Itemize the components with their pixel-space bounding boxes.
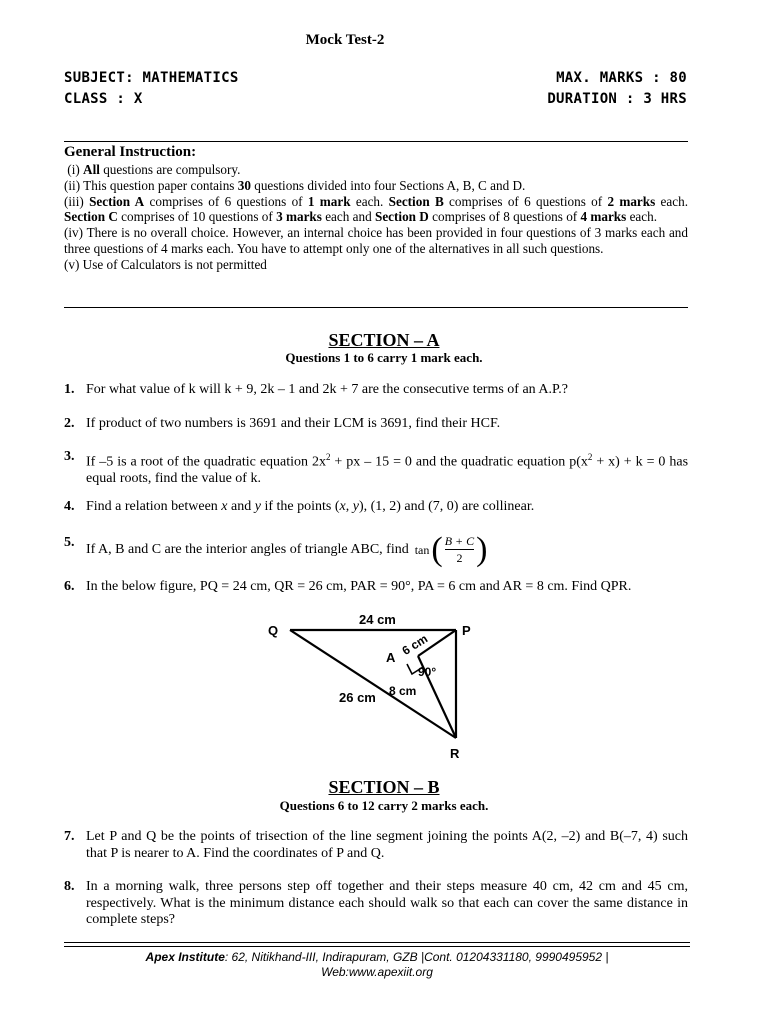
- label-r: R: [450, 746, 460, 761]
- instruction-ii: (ii) This question paper contains 30 questions divided into four Sections A, B, C and D.: [64, 177, 526, 193]
- footer-divider-1: [64, 942, 690, 943]
- label-p: P: [462, 623, 471, 638]
- footer: [64, 950, 690, 980]
- instruction-v: (v) Use of Calculators is not permitted: [64, 256, 267, 272]
- header-row-2: [64, 91, 687, 107]
- section-b-title: SECTION – B: [328, 777, 440, 797]
- question-7: 7. Let P and Q be the points of trisection of the line segment joining the points A(2, –2) and B(–7, 4) such that P is nearer to A. Find the coordinates of P and Q.: [64, 829, 688, 861]
- duration-label: DURATION : 3 HRS: [547, 91, 687, 107]
- divider-instructions: [64, 307, 688, 308]
- label-ar-length: 8 cm: [389, 684, 417, 698]
- instruction-i: (i) All questions are compulsory.: [67, 162, 241, 177]
- instruction-iv: (iv) There is no overall choice. However, an internal choice has been provided in four questions of 3 marks each and three questions of 4 marks each. You have to attempt only one of the alternatives in all such questions.: [64, 225, 688, 256]
- footer-address-line: Apex Institute: 62, Nitikhand-III, Indirapuram, GZB |Cont. 01204331180, 9990495952 |: [145, 950, 609, 964]
- max-marks-label: MAX. MARKS : 80: [556, 70, 687, 86]
- label-angle: 90°: [418, 665, 437, 679]
- divider-top: [64, 141, 688, 142]
- triangle-figure: [258, 608, 488, 768]
- question-2: 2. If product of two numbers is 3691 and their LCM is 3691, find their HCF.: [64, 416, 501, 431]
- class-label: CLASS : X: [64, 91, 143, 107]
- tan-fraction: tan ( B + C 2 ): [414, 530, 488, 568]
- label-pq-length: 24 cm: [359, 612, 396, 627]
- label-qr-length: 26 cm: [339, 690, 376, 705]
- question-4: 4. Find a relation between x and y if the points (x, y), (1, 2) and (7, 0) are collinear.: [64, 499, 535, 514]
- page-title: Mock Test-2: [305, 32, 385, 48]
- header-row-1: [64, 70, 687, 86]
- instruction-iii: (iii) Section A comprises of 6 questions of 1 mark each. Section B comprises of 6 questions of 2 marks each. Section C comprises of 10 questions of 3 marks each and Section D comprises of 8 questions of 4 marks each.: [64, 193, 688, 225]
- section-a-subtitle: Questions 1 to 6 carry 1 mark each.: [285, 350, 483, 365]
- question-6: 6. In the below figure, PQ = 24 cm, QR = 26 cm, PAR = 90°, PA = 6 cm and AR = 8 cm. Find QPR.: [64, 579, 632, 594]
- question-1: 1. For what value of k will k + 9, 2k – 1 and 2k + 7 are the consecutive terms of an A.P.?: [64, 382, 568, 397]
- instructions-heading: General Instruction:: [64, 144, 197, 160]
- footer-divider-2: [64, 946, 690, 947]
- label-a: A: [386, 650, 396, 665]
- general-instructions: [64, 144, 688, 273]
- label-pa-length: 6 cm: [399, 631, 431, 658]
- question-5: 5. If A, B and C are the interior angles of triangle ABC, find tan ( B + C 2 ): [64, 530, 488, 568]
- question-8: 8. In a morning walk, three persons step off together and their steps measure 40 cm, 42 cm and 45 cm, respectively. What is the minimum distance each should walk so that each can cover the same distance in complete steps?: [64, 879, 688, 927]
- section-a-title: SECTION – A: [328, 330, 440, 350]
- subject-label: SUBJECT: MATHEMATICS: [64, 70, 239, 86]
- footer-website: Web:www.apexiit.org: [321, 965, 433, 979]
- section-b-subtitle: Questions 6 to 12 carry 2 marks each.: [279, 798, 489, 813]
- question-3: 3. If –5 is a root of the quadratic equation $2x^2$ + px – 15 = 0 and the quadratic equation $p(x^2 + x) + k = 0$ has equal roots, find the value of k.: [64, 449, 689, 487]
- label-q: Q: [268, 623, 279, 638]
